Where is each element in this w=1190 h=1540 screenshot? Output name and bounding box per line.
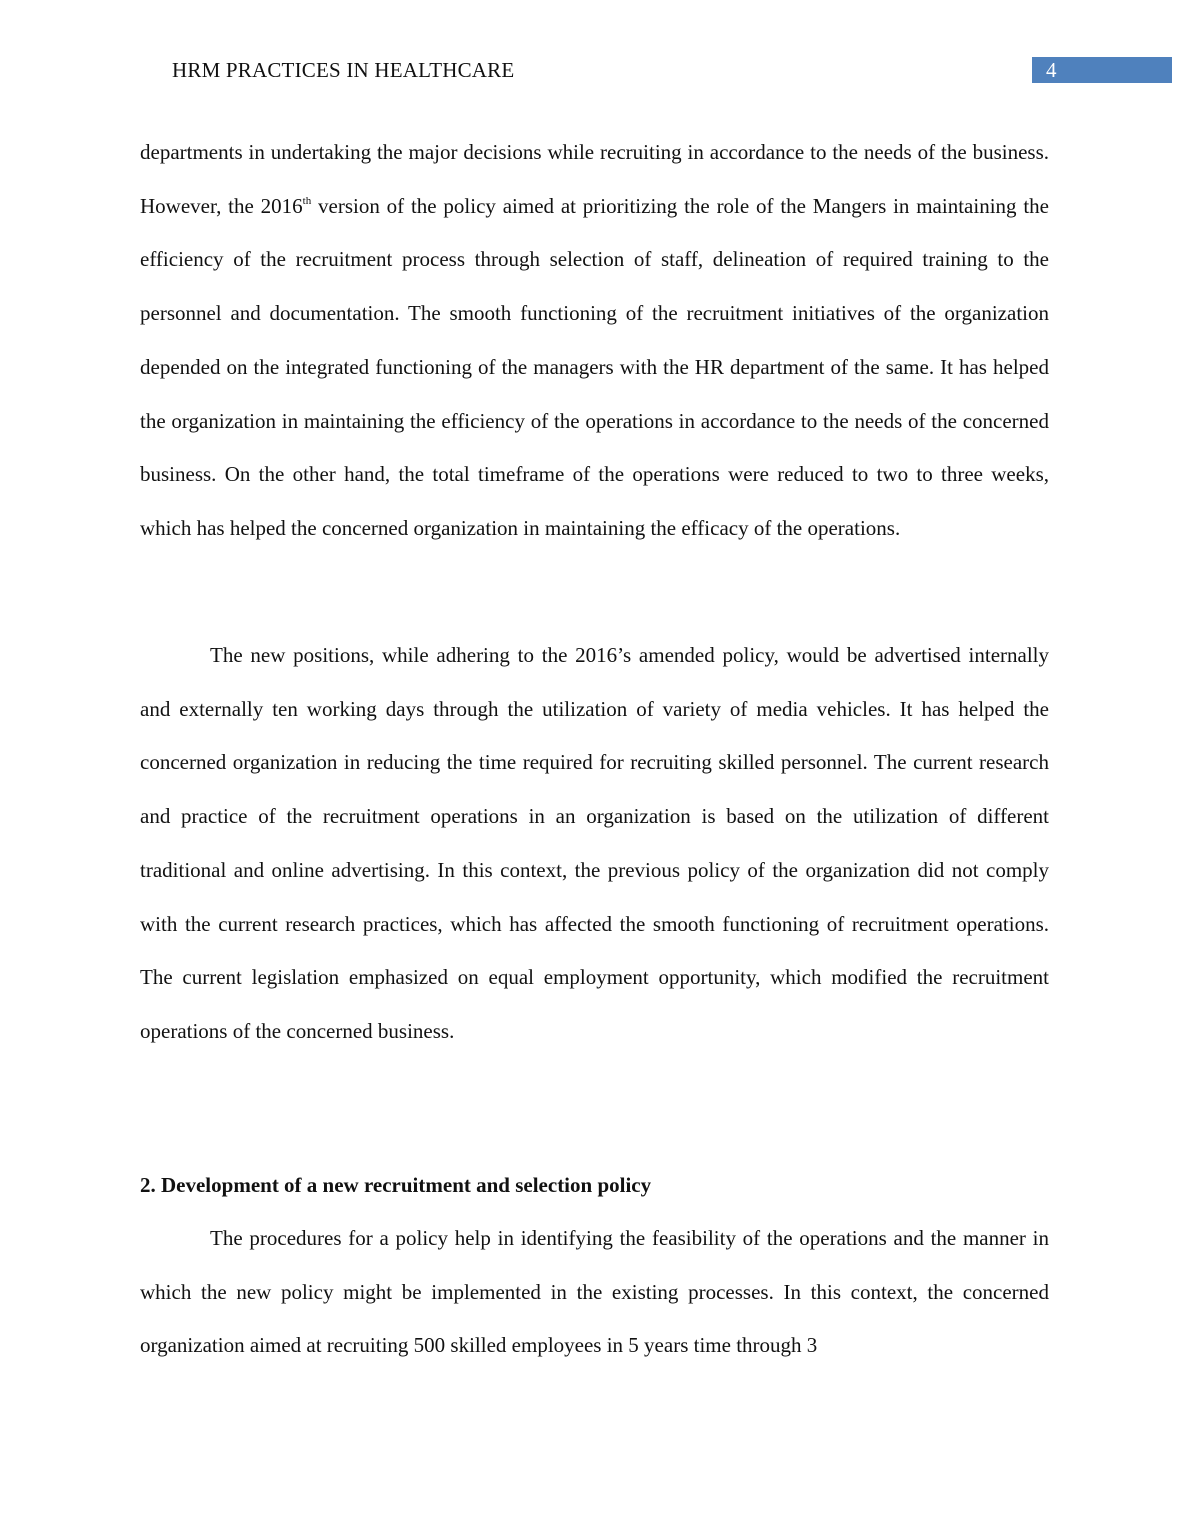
paragraph-3: The procedures for a policy help in identifying the feasibility of the operations and the manner in which the new policy might be implemented in the existing processes. In this context, the concerned organization aimed at recruiting 500 skilled employees in 5 years time through 3 [140,1226,1049,1358]
paragraph-1-text-b: version of the policy aimed at prioritizing the role of the Mangers in maintaining the efficiency of the recruitment process through selection of staff, delineation of required training to the personnel and documentation. The smooth functioning of the recruitment initiatives of the organization depended on the integrated functioning of the managers with the HR department of the same. It has helped the organization in maintaining the efficiency of the operations in accordance to the needs of the concerned business. On the other hand, the total timeframe of the operations were reduced to two to three weeks, which has helped the concerned organization in maintaining the efficacy of the operations. [140,193,1050,540]
ordinal-superscript: th [302,194,312,207]
paragraph-1 [140,126,1049,556]
page-number-box [1032,57,1172,83]
section-heading: 2. Development of a new recruitment and selection policy [140,1173,652,1197]
paragraph-1-text-a: departments in undertaking the major decisions while recruiting in accordance to the needs of the business. However, the 2016 [140,140,1049,218]
running-head: HRM PRACTICES IN HEALTHCARE [172,58,515,82]
paragraph-2: The new positions, while adhering to the 2016’s amended policy, would be advertised internally and externally ten working days through the utilization of variety of media vehicles. It has helped the concerned organization in reducing the time required for recruiting skilled personnel. The current research and practice of the recruitment operations in an organization is based on the utilization of different traditional and online advertising. In this context, the previous policy of the organization did not comply with the current research practices, which has affected the smooth functioning of recruitment operations. The current legislation emphasized on equal employment opportunity, which modified the recruitment operations of the concerned business. [140,643,1049,1043]
page-number: 4 [1046,58,1057,82]
